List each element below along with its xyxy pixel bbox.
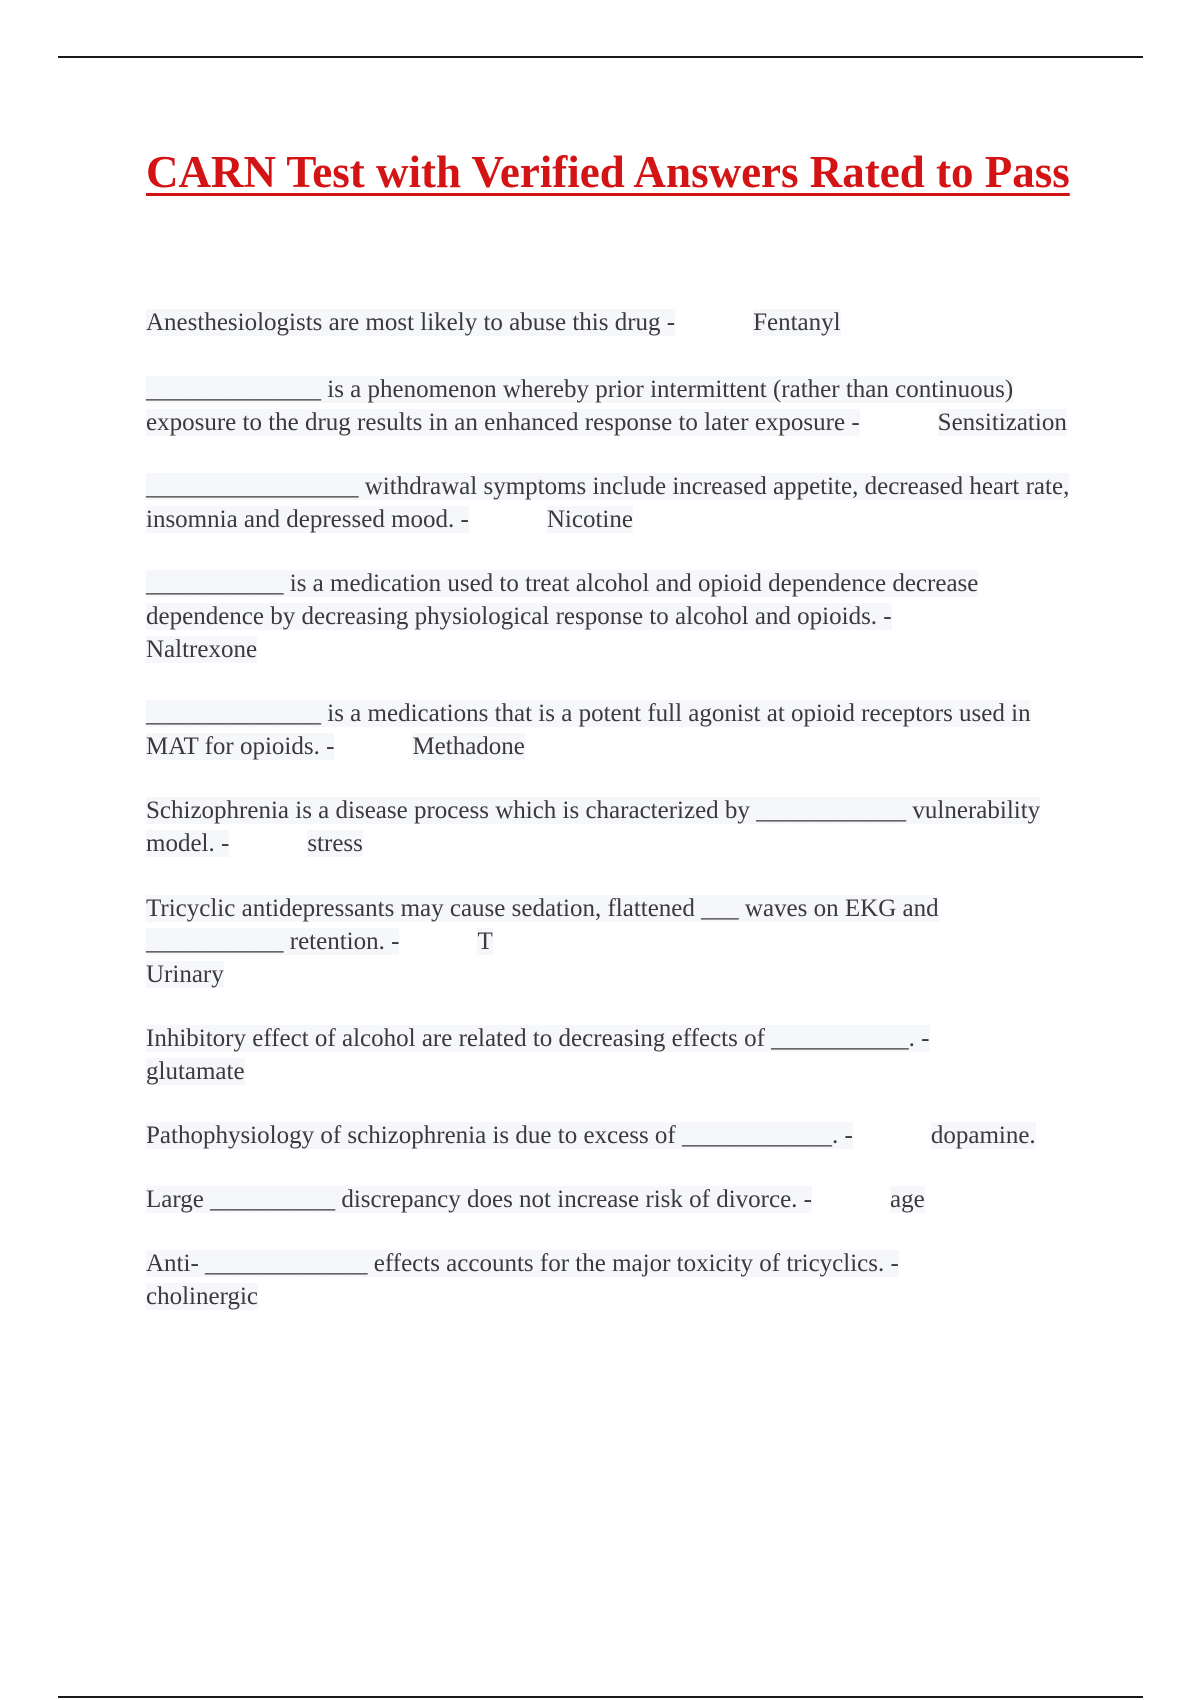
qa-item — [146, 470, 1076, 536]
answer-text: Methadone — [412, 733, 525, 760]
qa-item — [146, 306, 1076, 339]
question-text: Tricyclic antidepressants may cause sedation, flattened ___ waves on EKG and ___________ retention. - — [146, 895, 939, 955]
question-list — [146, 306, 1076, 1345]
answer-text: glutamate — [146, 1058, 245, 1085]
answer-text: T — [477, 928, 493, 955]
question-text: Pathophysiology of schizophrenia is due to excess of ____________. - — [146, 1122, 853, 1149]
answer-text: stress — [307, 830, 363, 857]
qa-item — [146, 1022, 1076, 1088]
qa-item — [146, 1183, 1076, 1216]
bottom-rule — [58, 1696, 1143, 1698]
question-text: Anesthesiologists are most likely to abuse this drug - — [146, 309, 676, 336]
qa-item — [146, 1247, 1076, 1313]
answer-text: Nicotine — [546, 506, 633, 533]
answer-text-2: Urinary — [146, 961, 224, 988]
qa-item — [146, 373, 1076, 439]
qa-item — [146, 892, 1076, 991]
question-text: ______________ is a phenomenon whereby prior intermittent (rather than continuous) exposure to the drug results in an enhanced response to later exposure - — [146, 376, 1014, 436]
top-rule — [58, 56, 1143, 58]
question-text: ___________ is a medication used to treat alcohol and opioid dependence decrease dependence by decreasing physiological response to alcohol and opioids. - — [146, 570, 979, 630]
question-text: ______________ is a medications that is a potent full agonist at opioid receptors used in MAT for opioids. - — [146, 700, 1031, 760]
answer-text: Fentanyl — [753, 309, 841, 336]
qa-item — [146, 794, 1076, 860]
question-text: _________________ withdrawal symptoms include increased appetite, decreased heart rate, insomnia and depressed mood. - — [146, 473, 1070, 533]
answer-text: dopamine. — [930, 1122, 1036, 1149]
question-text: Anti- _____________ effects accounts for the major toxicity of tricyclics. - — [146, 1250, 899, 1277]
qa-item — [146, 1119, 1076, 1152]
answer-text: Naltrexone — [146, 636, 258, 663]
question-text: Large __________ discrepancy does not increase risk of divorce. - — [146, 1186, 812, 1213]
answer-text: cholinergic — [146, 1283, 258, 1310]
question-text: Schizophrenia is a disease process which is characterized by ____________ vulnerability model. - — [146, 797, 1041, 857]
document-title: CARN Test with Verified Answers Rated to Pass — [146, 147, 1070, 197]
qa-item — [146, 697, 1076, 763]
qa-item — [146, 567, 1076, 666]
answer-text: age — [890, 1186, 925, 1213]
question-text: Inhibitory effect of alcohol are related to decreasing effects of ___________. - — [146, 1025, 930, 1052]
answer-text: Sensitization — [937, 409, 1067, 436]
